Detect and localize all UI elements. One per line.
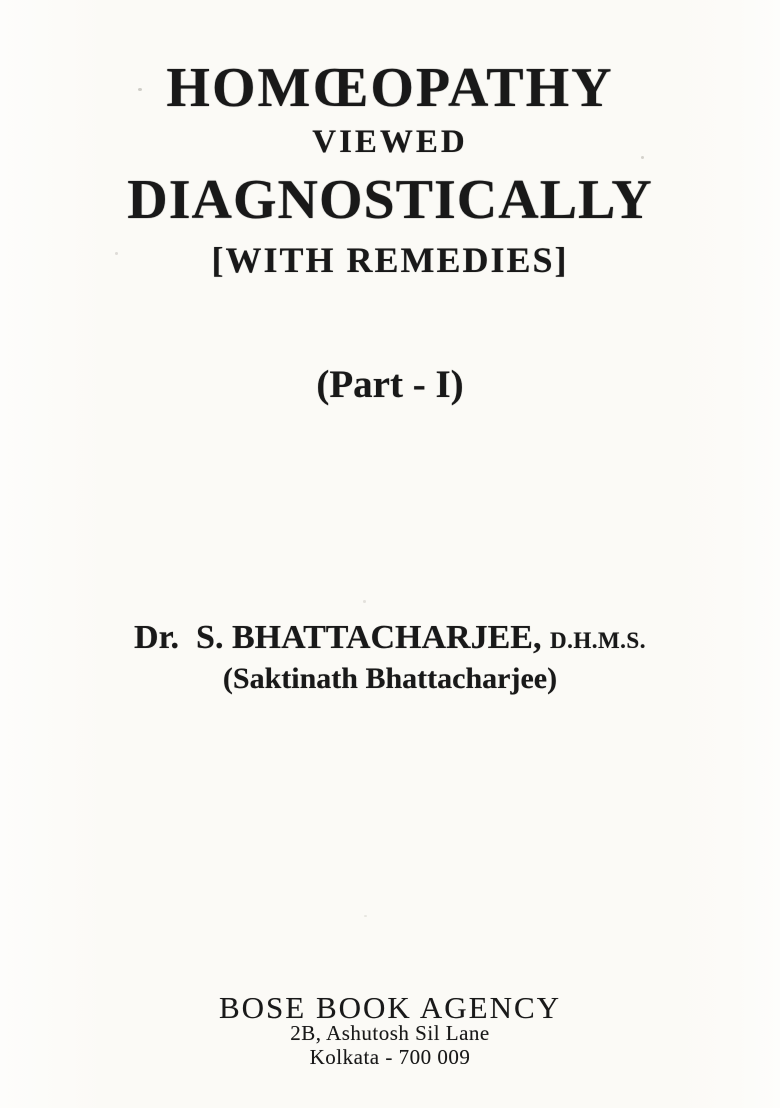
book-title-line1: HOMŒOPATHY — [166, 57, 614, 119]
publisher-name: BOSE BOOK AGENCY — [218, 990, 562, 1025]
author-line — [0, 618, 780, 657]
scan-speck — [363, 600, 366, 603]
author-full-name: (Saktinath Bhattacharjee) — [222, 662, 558, 695]
book-subtitle: [WITH REMEDIES] — [211, 240, 569, 280]
book-title-line2: VIEWED — [312, 124, 468, 160]
scan-speck — [138, 88, 142, 91]
book-title-line3: DIAGNOSTICALLY — [127, 169, 653, 231]
scan-speck — [641, 156, 644, 159]
author-name: Dr. S. BHATTACHARJEE, — [134, 619, 550, 656]
part-label: (Part - I) — [316, 363, 464, 406]
scan-speck — [115, 252, 118, 255]
publisher-address-line2: Kolkata - 700 009 — [309, 1045, 471, 1069]
author-degree: D.H.M.S. — [549, 628, 646, 653]
publisher-address-line1: 2B, Ashutosh Sil Lane — [290, 1021, 490, 1045]
scan-speck — [364, 915, 367, 917]
